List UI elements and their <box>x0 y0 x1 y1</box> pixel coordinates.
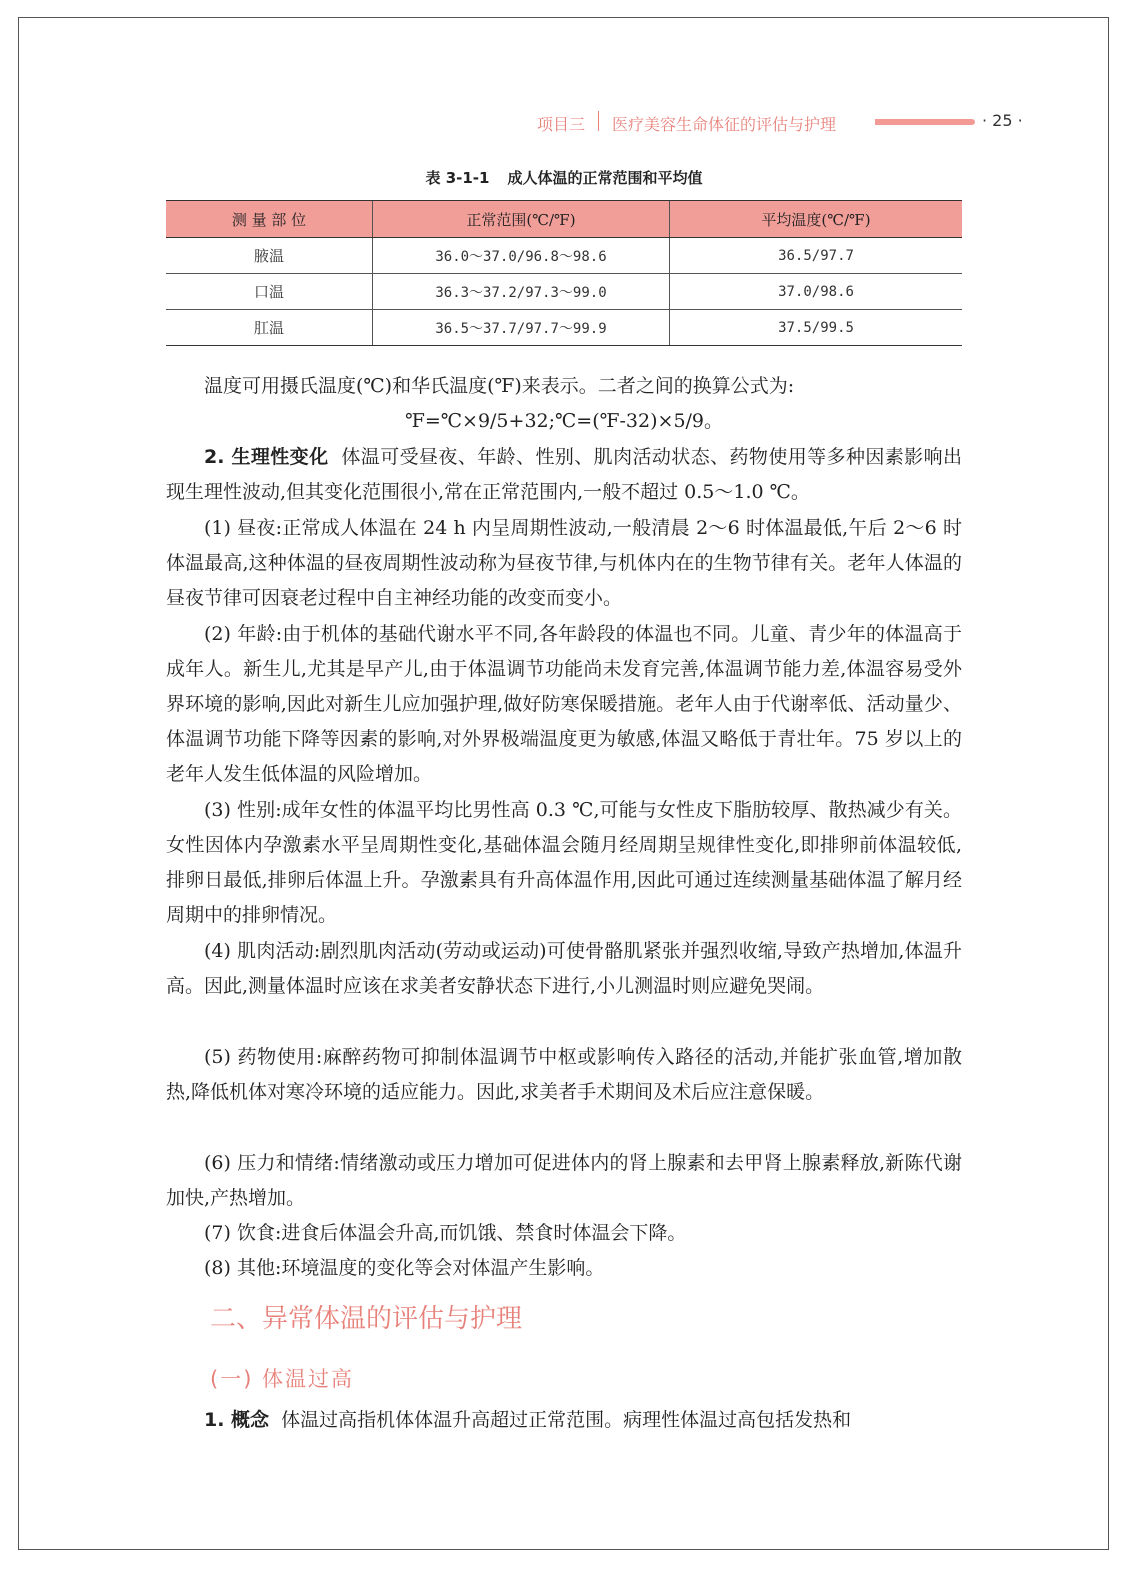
heading-hyperthermia: (一) 体温过高 <box>210 1367 355 1391</box>
paragraph-stress-emotion: (6) 压力和情绪:情绪激动或压力增加可促进体内的肾上腺素和去甲肾上腺素释放,新陈代谢加快,产热增加。 <box>166 1152 962 1209</box>
section-lead: 2. 生理性变化 <box>204 446 329 468</box>
table-cell-site: 肛温 <box>166 310 373 346</box>
table-cell-site: 腋温 <box>166 238 373 274</box>
paragraph-day-night: (1) 昼夜:正常成人体温在 24 h 内呈周期性波动,一般清晨 2～6 时体温最低,午后 2～6 时体温最高,这种体温的昼夜周期性波动称为昼夜节律,与机体内在的生物节律有关。老年人体温的昼夜节律可因衰老过程中自主神经功能的改变而变小。 <box>166 517 962 609</box>
intro-paragraph: 温度可用摄氏温度(℃)和华氏温度(℉)来表示。二者之间的换算公式为: <box>204 375 795 397</box>
table-cell-average: 36.5/97.7 <box>670 238 963 274</box>
table-caption-title: 成人体温的正常范围和平均值 <box>507 169 703 187</box>
header-project: 项目三 <box>537 115 586 134</box>
table-cell-average: 37.0/98.6 <box>670 274 963 310</box>
table-cell-range: 36.3～37.2/97.3～99.0 <box>373 274 670 310</box>
header-chapter: 医疗美容生命体征的评估与护理 <box>612 115 837 134</box>
paragraph-gender: (3) 性别:成年女性的体温平均比男性高 0.3 ℃,可能与女性皮下脂肪较厚、散热减少有关。女性因体内孕激素水平呈周期性变化,基础体温会随月经周期呈规律性变化,即排卵前体温较低,排卵日最低,排卵后体温上升。孕激素具有升高体温作用,因此可通过连续测量基础体温了解月经周期中的排卵情况。 <box>166 799 962 926</box>
section-physiological-variation <box>166 440 962 510</box>
table-cell-site: 口温 <box>166 274 373 310</box>
concept-paragraph <box>166 1403 962 1438</box>
paragraph-muscle-activity: (4) 肌肉活动:剧烈肌肉活动(劳动或运动)可使骨骼肌紧张并强烈收缩,导致产热增加,体温升高。因此,测量体温时应该在求美者安静状态下进行,小儿测温时则应避免哭闹。 <box>166 940 962 997</box>
paragraph-diet: (7) 饮食:进食后体温会升高,而饥饿、禁食时体温会下降。 <box>204 1222 687 1244</box>
paragraph-age: (2) 年龄:由于机体的基础代谢水平不同,各年龄段的体温也不同。儿童、青少年的体温高于成年人。新生儿,尤其是早产儿,由于体温调节功能尚未发育完善,体温调节能力差,体温容易受外界环境的影响,因此对新生儿应加强护理,做好防寒保暖措施。老年人由于代谢率低、活动量少、体温调节功能下降等因素的影响,对外界极端温度更为敏感,体温又略低于青壮年。75 岁以上的老年人发生低体温的风险增加。 <box>166 623 962 785</box>
paragraph-medication: (5) 药物使用:麻醉药物可抑制体温调节中枢或影响传入路径的活动,并能扩张血管,增加散热,降低机体对寒冷环境的适应能力。因此,求美者手术期间及术后应注意保暖。 <box>166 1046 962 1103</box>
header-divider <box>598 111 599 131</box>
table-row <box>166 310 962 346</box>
conversion-formula: ℉=℃×9/5+32;℃=(℉-32)×5/9。 <box>404 410 724 432</box>
page-number: · 25 · <box>982 111 1023 130</box>
concept-lead: 1. 概念 <box>204 1409 270 1431</box>
table-caption-number: 表 3-1-1 <box>425 169 490 187</box>
heading-abnormal-temperature: 二、异常体温的评估与护理 <box>210 1304 523 1334</box>
concept-text: 体温过高指机体体温升高超过正常范围。病理性体温过高包括发热和 <box>281 1409 852 1431</box>
table-row <box>166 238 962 274</box>
table-caption <box>166 167 962 188</box>
temperature-table <box>166 200 962 346</box>
table-cell-average: 37.5/99.5 <box>670 310 963 346</box>
table-row <box>166 274 962 310</box>
table-cell-range: 36.5～37.7/97.7～99.9 <box>373 310 670 346</box>
running-header <box>520 110 1030 134</box>
column-header-average: 平均温度(℃/℉) <box>670 201 963 238</box>
column-header-site: 测 量 部 位 <box>166 201 373 238</box>
section-text: 体温可受昼夜、年龄、性别、肌肉活动状态、药物使用等多种因素影响出现生理性波动,但其变化范围很小,常在正常范围内,一般不超过 0.5～1.0 ℃。 <box>166 446 962 503</box>
table-header-row <box>166 201 962 238</box>
column-header-range: 正常范围(℃/℉) <box>373 201 670 238</box>
paragraph-other: (8) 其他:环境温度的变化等会对体温产生影响。 <box>204 1257 605 1279</box>
table-cell-range: 36.0～37.0/96.8～98.6 <box>373 238 670 274</box>
header-accent-bar <box>875 119 975 125</box>
